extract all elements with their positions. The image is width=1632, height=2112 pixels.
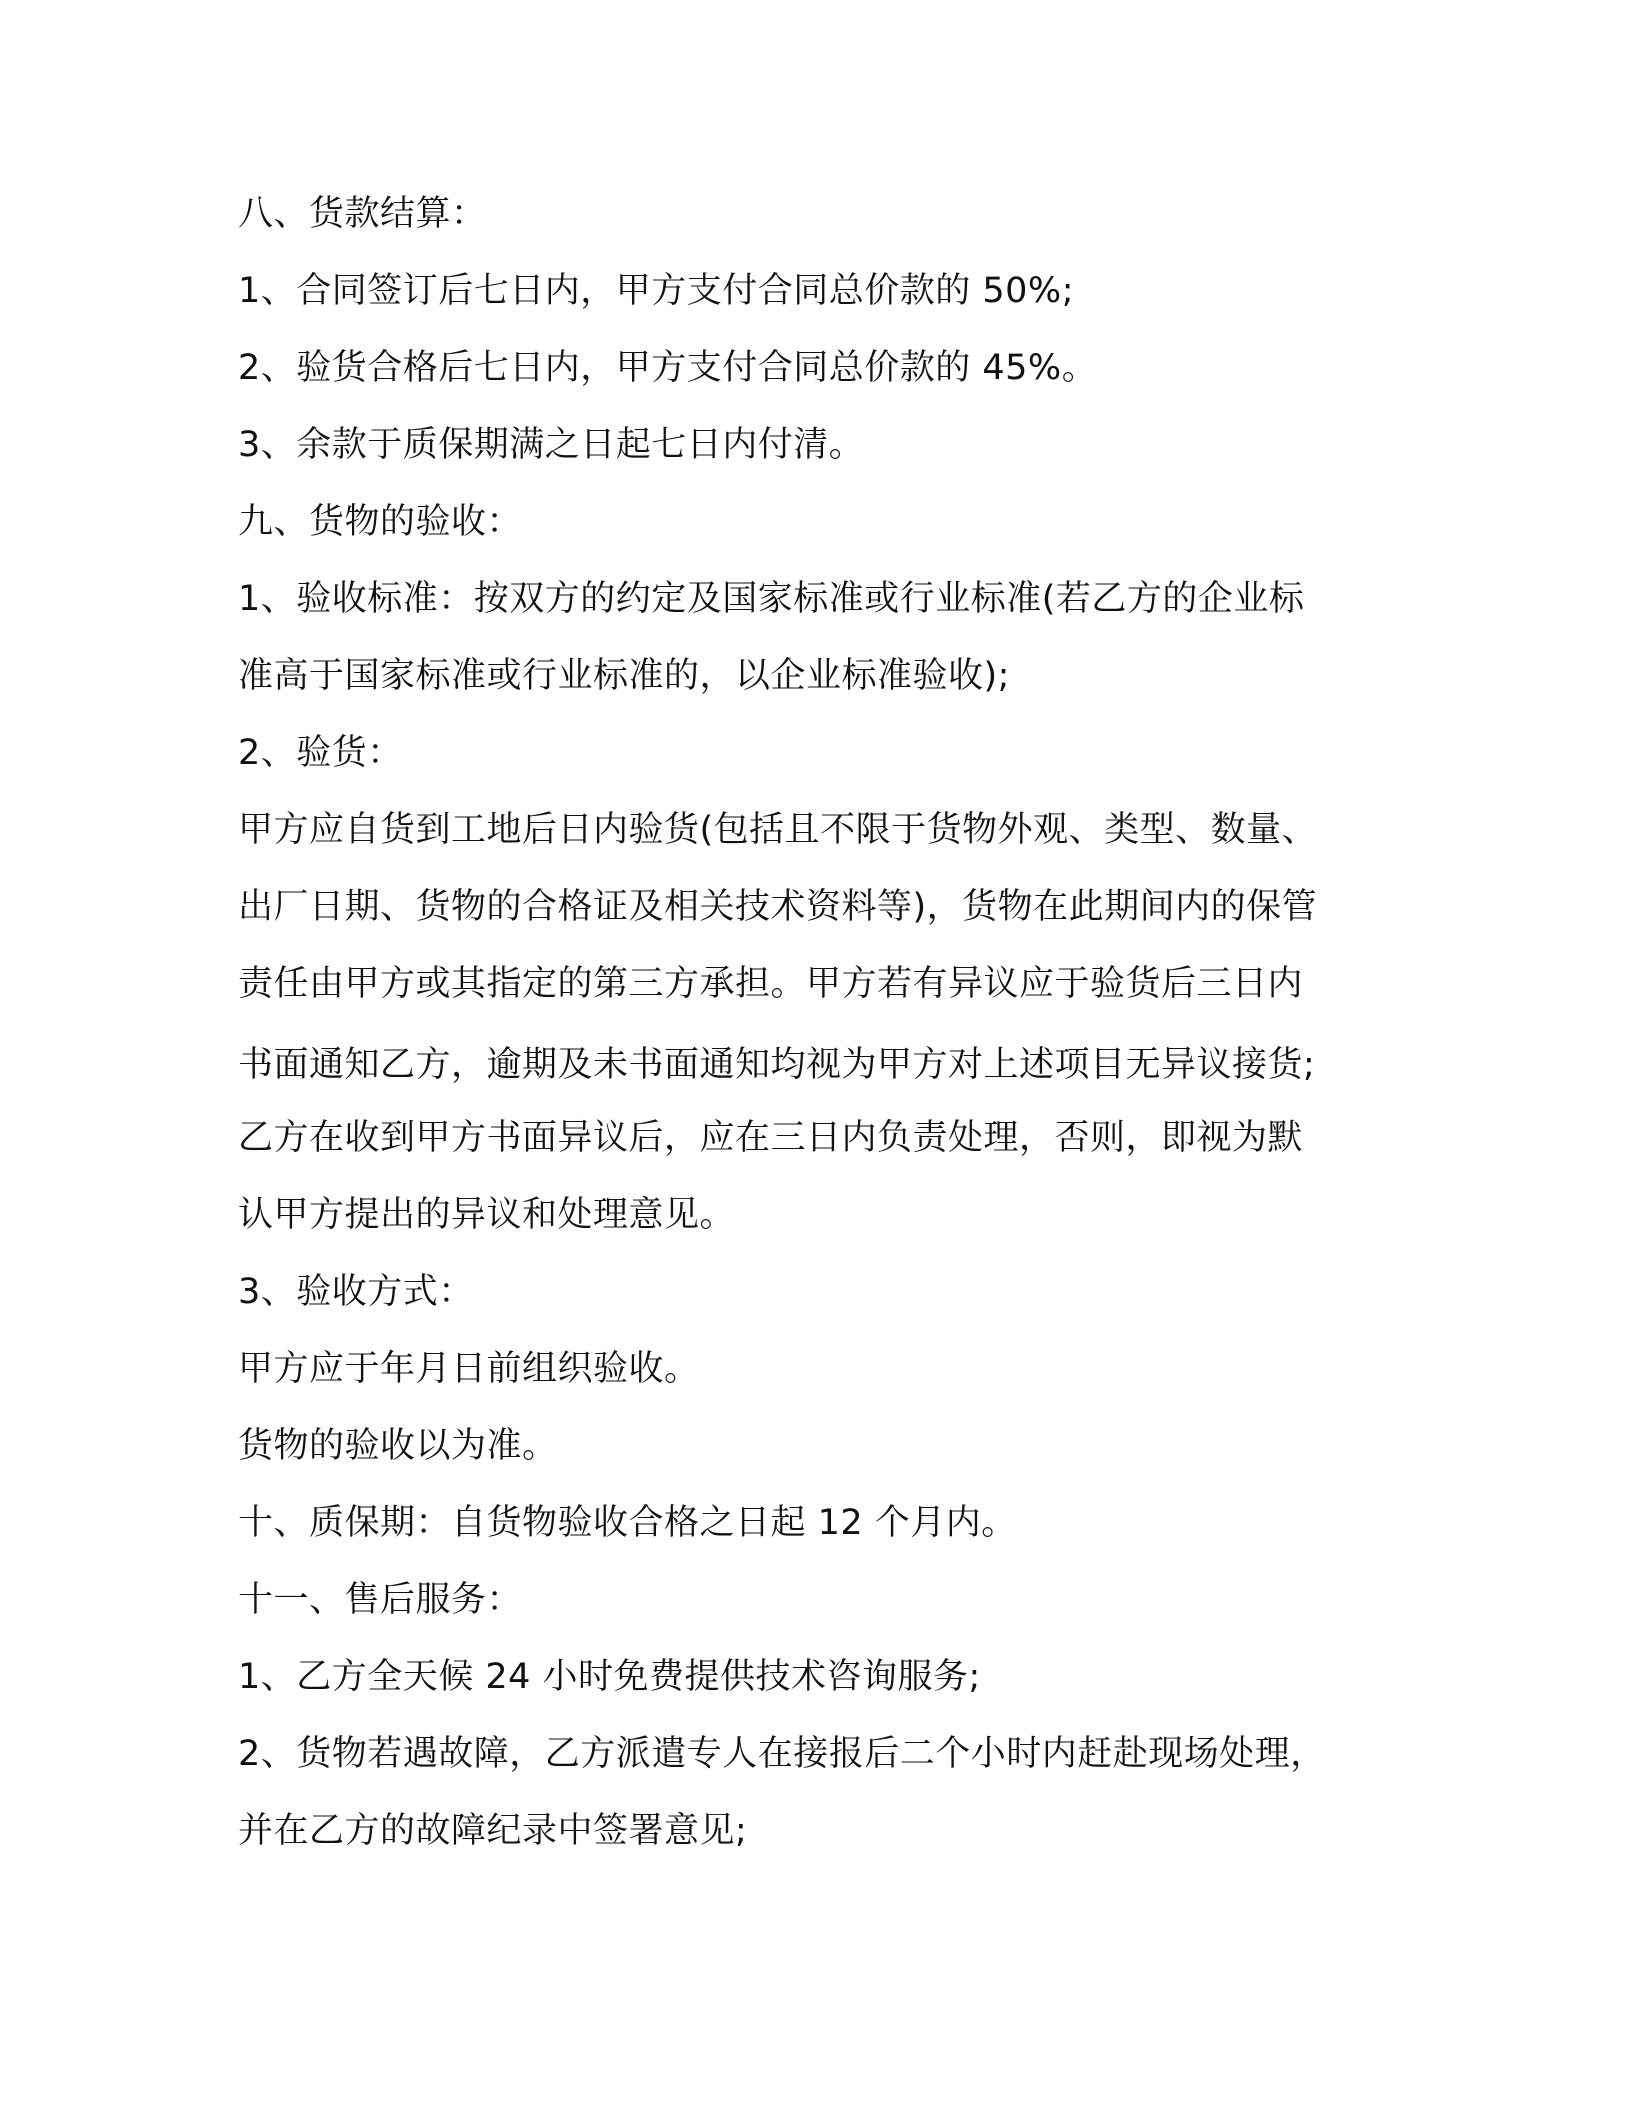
acceptance-method-heading: 3、验收方式： bbox=[238, 1272, 474, 1312]
section-heading-acceptance: 九、货物的验收： bbox=[238, 502, 523, 542]
payment-clause-3: 3、余款于质保期满之日起七日内付清。 bbox=[238, 425, 865, 465]
acceptance-method-line-1: 甲方应于年月日前组织验收。 bbox=[238, 1349, 700, 1389]
after-sales-clause-2-line-2: 并在乙方的故障纪录中签署意见; bbox=[238, 1811, 748, 1851]
section-heading-warranty: 十、质保期：自货物验收合格之日起 12 个月内。 bbox=[238, 1503, 1017, 1543]
section-heading-payment: 八、货款结算： bbox=[238, 194, 487, 234]
inspection-paragraph-line-3: 责任由甲方或其指定的第三方承担。甲方若有异议应于验货后三日内 bbox=[238, 964, 1304, 1004]
payment-clause-2: 2、验货合格后七日内，甲方支付合同总价款的 45%。 bbox=[238, 348, 1098, 388]
section-heading-after-sales: 十一、售后服务： bbox=[238, 1580, 523, 1620]
inspection-paragraph-line-1: 甲方应自货到工地后日内验货(包括且不限于货物外观、类型、数量、 bbox=[238, 810, 1318, 850]
inspection-paragraph-line-4: 书面通知乙方，逾期及未书面通知均视为甲方对上述项目无异议接货; bbox=[238, 1045, 1316, 1085]
inspection-paragraph-line-2: 出厂日期、货物的合格证及相关技术资料等)，货物在此期间内的保管 bbox=[238, 887, 1318, 927]
payment-clause-1: 1、合同签订后七日内，甲方支付合同总价款的 50%; bbox=[238, 271, 1074, 311]
acceptance-method-line-2: 货物的验收以为准。 bbox=[238, 1426, 558, 1466]
inspection-heading: 2、验货： bbox=[238, 733, 403, 773]
acceptance-standard-line-2: 准高于国家标准或行业标准的，以企业标准验收); bbox=[238, 656, 1010, 696]
after-sales-clause-2-line-1: 2、货物若遇故障，乙方派遣专人在接报后二个小时内赶赴现场处理， bbox=[238, 1734, 1326, 1774]
inspection-paragraph-line-6: 认甲方提出的异议和处理意见。 bbox=[238, 1195, 736, 1235]
after-sales-clause-1: 1、乙方全天候 24 小时免费提供技术咨询服务; bbox=[238, 1657, 981, 1697]
inspection-paragraph-line-5: 乙方在收到甲方书面异议后，应在三日内负责处理，否则，即视为默 bbox=[238, 1118, 1304, 1158]
acceptance-standard-line-1: 1、验收标准：按双方的约定及国家标准或行业标准(若乙方的企业标 bbox=[238, 579, 1305, 619]
